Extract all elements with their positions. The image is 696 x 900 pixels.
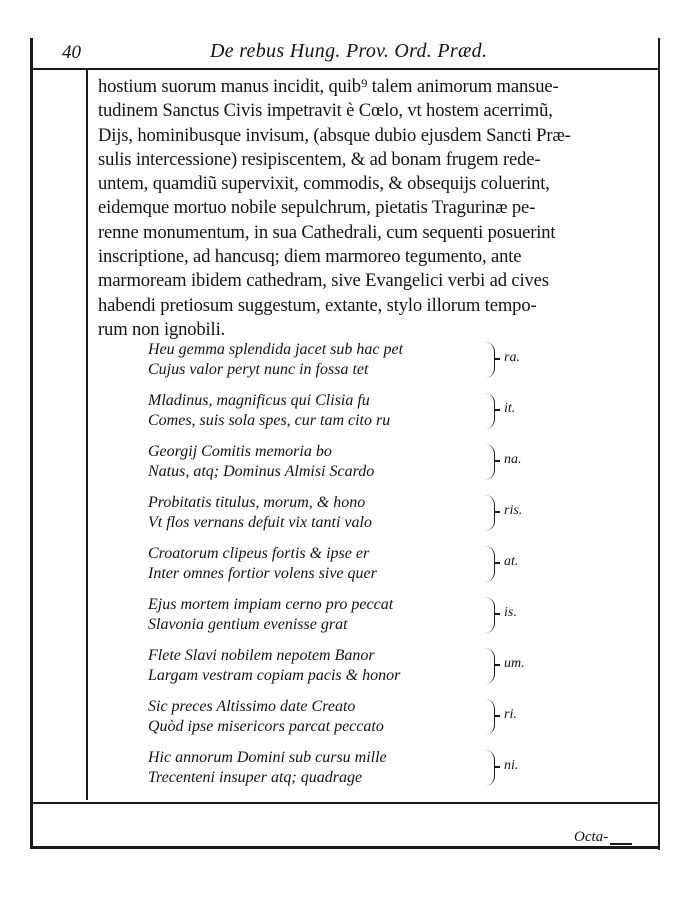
catchword-rule <box>610 843 632 845</box>
epitaph-verse: Quòd ipse misericors parcat peccato <box>148 718 384 735</box>
brace-tip <box>494 562 500 564</box>
text-bottom-rule <box>30 802 660 804</box>
epitaph-verse: Trecenteni insuper atq; quadrage <box>148 769 363 786</box>
rhyme-suffix: ris. <box>504 503 523 518</box>
epitaph-verse: Largam vestram copiam pacis & honor <box>148 667 401 684</box>
epitaph-verse: Mladinus, magnificus qui Clisia fu <box>148 392 370 409</box>
brace-icon <box>484 444 495 480</box>
epitaph-stanza <box>148 391 568 442</box>
epitaph-verse: Ejus mortem impiam cerno pro peccat <box>148 596 394 613</box>
brace-icon <box>484 342 495 378</box>
epitaph-verse: Croatorum clipeus fortis & ipse er <box>148 545 370 562</box>
header-rule <box>30 68 660 70</box>
rhyme-suffix: um. <box>504 656 525 671</box>
body-line: hostium suorum manus incidit, quib⁹ talem animorum mansue- <box>98 76 559 97</box>
page-number: 40 <box>62 42 81 63</box>
brace-tip <box>494 613 500 615</box>
left-outer-rule <box>30 38 33 846</box>
epitaph-stanza <box>148 340 568 391</box>
body-line: Dijs, hominibusque invisum, (absque dubio ejusdem Sancti Præ- <box>98 124 571 146</box>
epitaph-verse: Georgij Comitis memoria bo <box>148 443 332 460</box>
brace-tip <box>494 664 500 666</box>
page-bottom-rule <box>30 846 660 849</box>
epitaph-stanza <box>148 697 568 748</box>
brace-icon <box>484 546 495 582</box>
rhyme-suffix: ni. <box>504 758 519 773</box>
brace-tip <box>494 715 500 717</box>
brace-icon <box>484 495 495 531</box>
epitaph-verse: Heu gemma splendida jacet sub hac pet <box>148 341 404 358</box>
epitaph-stanza <box>148 748 568 799</box>
body-line: tudinem Sanctus Civis impetravit è Cœlo, vt hostem acerrimũ, <box>98 100 553 122</box>
epitaph-stanza <box>148 442 568 493</box>
left-inner-rule <box>86 70 88 800</box>
epitaph-stanza <box>148 646 568 697</box>
body-line: rum non ignobili. <box>98 318 226 340</box>
epitaph-stanza <box>148 595 568 646</box>
rhyme-suffix: na. <box>504 452 522 467</box>
catchword: Octa- <box>574 829 609 845</box>
running-title: De rebus Hung. Prov. Ord. Præd. <box>210 40 488 62</box>
body-line: eidemque mortuo nobile sepulchrum, pietatis Tragurinæ pe- <box>98 197 536 219</box>
epitaph-verse: Inter omnes fortior volens sive quer <box>148 565 377 582</box>
epitaph-stanza <box>148 493 568 544</box>
rhyme-suffix: at. <box>504 554 519 569</box>
right-rule <box>658 38 660 850</box>
epitaph-verse: Probitatis titulus, morum, & hono <box>148 494 366 511</box>
body-line: untem, quamdiũ supervixit, commodis, & obsequijs coluerint, <box>98 173 550 195</box>
brace-icon <box>484 699 495 735</box>
epitaph-verse: Natus, atq; Dominus Almisi Scardo <box>148 463 375 480</box>
brace-icon <box>484 750 495 786</box>
epitaph-verse: Comes, suis sola spes, cur tam cito ru <box>148 412 391 429</box>
epitaph-verse: Cujus valor peryt nunc in fossa tet <box>148 361 369 378</box>
body-line: renne monumentum, in sua Cathedrali, cum sequenti posuerint <box>98 221 556 243</box>
body-line: sulis intercessione) resipiscentem, & ad bonam frugem rede- <box>98 148 541 170</box>
epitaph-verse: Slavonia gentium evenisse grat <box>148 616 348 633</box>
brace-icon <box>484 648 495 684</box>
brace-icon <box>484 597 495 633</box>
brace-tip <box>494 460 500 462</box>
rhyme-suffix: ra. <box>504 350 520 365</box>
body-line: inscriptione, ad hancusq; diem marmoreo tegumento, ante <box>98 246 522 268</box>
rhyme-suffix: it. <box>504 401 516 416</box>
body-line: marmoream ibidem cathedram, sive Evangelici verbi ad cives <box>98 270 549 292</box>
epitaph-verse: Vt flos vernans defuit vix tanti valo <box>148 514 372 531</box>
epitaph-verse: Hic annorum Domini sub cursu mille <box>148 749 387 766</box>
epitaph-inscription <box>148 340 568 799</box>
body-text <box>98 75 654 342</box>
brace-tip <box>494 358 500 360</box>
body-line: habendi pretiosum suggestum, extante, stylo illorum tempo- <box>98 294 537 316</box>
brace-tip <box>494 511 500 513</box>
epitaph-stanza <box>148 544 568 595</box>
rhyme-suffix: ri. <box>504 707 517 722</box>
epitaph-verse: Flete Slavi nobilem nepotem Banor <box>148 647 375 664</box>
brace-tip <box>494 409 500 411</box>
brace-tip <box>494 766 500 768</box>
epitaph-verse: Sic preces Altissimo date Creato <box>148 698 356 715</box>
rhyme-suffix: is. <box>504 605 517 620</box>
brace-icon <box>484 393 495 429</box>
